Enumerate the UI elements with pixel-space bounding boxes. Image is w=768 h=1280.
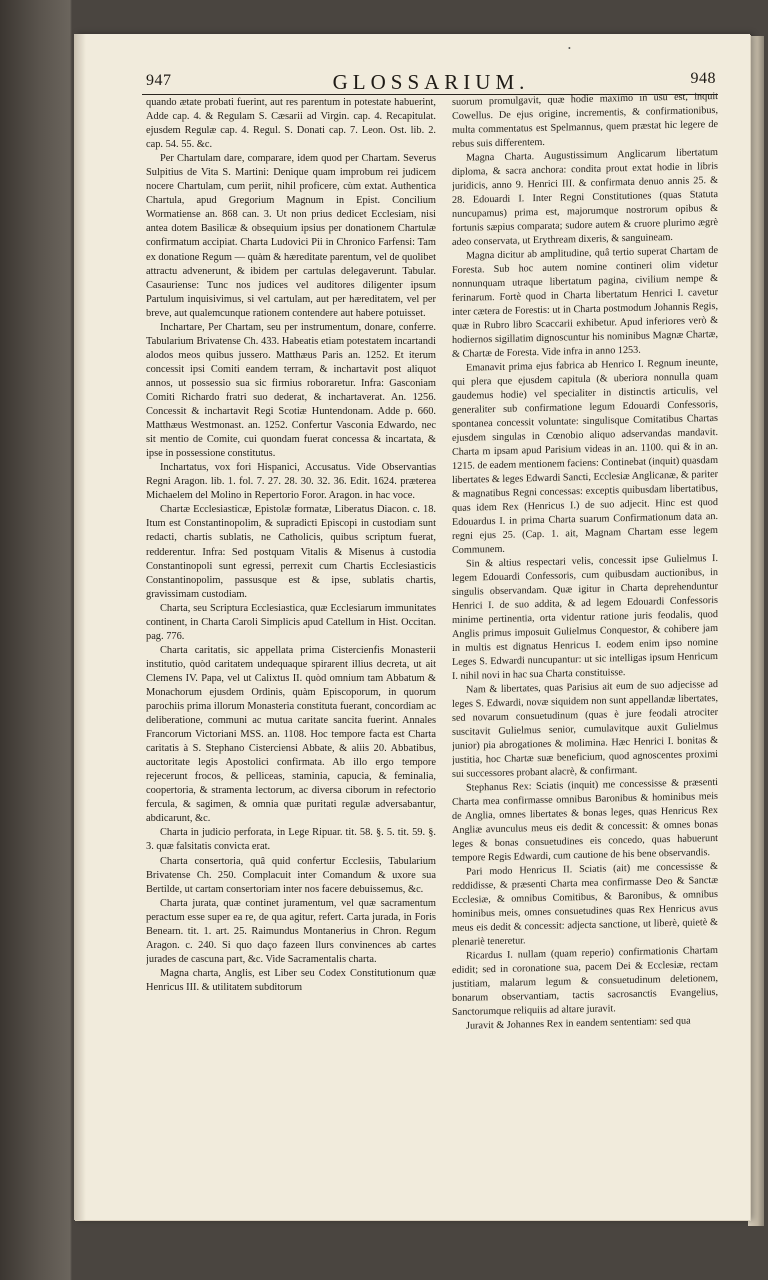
- text-column-right: [452, 90, 718, 1210]
- paragraph: Magna dicitur ab amplitudine, quâ tertio superat Chartam de Foresta. Sub hoc autem nomine contineri olim videtur nonnunquam utraque libertatum pagina, civilium nempe & ferinarum. Fortè quod in Charta libertatum Henrici I. cavetur inter cætera de Forestis: ut in Charta postmodum Johannis Regis, quæ in Rubro libro Scaccarii exhibetur. Apud inferiores verò & hodiernos sigillatim dignoscuntur his nominibus Magnæ Chartæ, & Chartæ de Foresta. Vide infra in anno 1253.: [452, 244, 718, 360]
- paragraph: Pari modo Henricus II. Sciatis (ait) me concessisse & reddidisse, & præsenti Charta mea confirmasse Deo & Sanctæ Ecclesiæ, & omnibus Comitibus, & Baronibus, & omnibus hominibus meis, omnes consuetudines quas Rex Henricus avus meus eis dedit & concessit: adjecta sanctione, ut liberè, quietè & plenariè teneretur.: [452, 860, 718, 948]
- paragraph: quando ætate probati fuerint, aut res parentum in potestate habuerint, Adde cap. 4. & Regulam S. Cæsarii ad Virgin. cap. 4. Recapitulat. ejusdem Regulæ cap. 4. Regul. S. Donati cap. 7. Leon. Ost. lib. 2. cap. 54. 55. &c.: [146, 97, 436, 151]
- paragraph: Emanavit prima ejus fabrica ab Henrico I. Regnum ineunte, qui plera que ejusdem capitula (& uberiora nonnulla quam gaudemus hodie) vel specialiter in distinctis articulis, vel generaliter sub confirmatione legum Edouardi Confessoris, spontanea concessit voluntate: singulisque Comitatibus Chartas ejusdem singulas in Cœnobio aliquo adservandas mandavit. Charta m ipsam apud Parisium videas in an. 1100. qui & in an. 1215. de eadem mentionem faciens: Continebat (inquit) quasdam libertates & leges Edwardi Sancti, Ecclesiæ Anglicanæ, & pariter & magnatibus Regni concessas: exceptis quibusdam libertatibus, quas idem Rex (Henricus I.) de suo adjecit. Hinc est quod Edouardus I. in prima Charta suarum Confirmationum data an. regni ejus 25. (Cap. 1. ait, Magnam Chartam esse legem Communem.: [452, 356, 718, 556]
- paragraph: Magna charta, Anglis, est Liber seu Codex Constitutionum quæ Henricus III. & utilitatem subditorum: [146, 967, 436, 993]
- paragraph: Chartæ Ecclesiasticæ, Epistolæ formatæ, Liberatus Diacon. c. 18. Itum est Constantinopolim, & supradicti Episcopi in custodiam sunt redacti, chartis sublatis, ne Catholicis, quibus scriptum fuerat, redderentur. Infra: Sed postquam Vitalis & Misenus à custodia Constantinopoli sunt egressi, perrexit cum Chartis Ecclesiasticis Constantinopolim, passusque est & ipse, sublatis chartis, gravissimam custodiam.: [146, 504, 436, 600]
- page-number-left: 947: [146, 72, 172, 89]
- spine-shadow: [74, 34, 86, 1220]
- paragraph: suorum promulgavit, quæ hodie maximo in usu est, inquit Cowellus. De ejus origine, incrementis, & confirmationibus, multa commentatus est Spelmannus, quem præstat hic legere de rebus suis differentem.: [452, 90, 718, 150]
- paragraph: Per Chartulam dare, comparare, idem quod per Chartam. Severus Sulpitius de Vita S. Martini: Denique quam improbum rei judicem nocere Chartulam, cum periit, nihil proficere, cùm extat. Authentica Chartula, apud Gregorium Magnum in Epist. Concilium Wormatiense an. 868 can. 3. Ut non prius dedicet Ecclesiam, nisi antea dotem Basilicæ & obsequium ipsius per donationem Chartulæ confirmatum accipiat. Charta Ludovici Pii in Chronico Farfensi: Tam ex donatione Regum — quàm & hæreditate parentum, vel de quolibet attractu advenerunt, & ibidem per cartulas delegaverunt. Tabular. Casauriense: Tunc nos judices vel auditores diligenter ipsum Partulum inquisivimus, si vel cartulam, aut per hæreditatem, vel per breve, aut qualemcunque rationem contendere aut habere potuisset.: [146, 153, 436, 319]
- paragraph: Charta in judicio perforata, in Lege Ripuar. tit. 58. §. 5. tit. 59. §. 3. quæ falsitatis convicta erat.: [146, 827, 436, 853]
- paragraph: Ricardus I. nullam (quam reperio) confirmationis Chartam edidit; sed in coronatione sua, pacem Dei & Ecclesiæ, rectam justitiam, malarum legum & consuetudinum deletionem, bonarum observantiam, tactis sacrosanctis Evangelius, Sanctorumque reliquiis ad altare juravit.: [452, 944, 718, 1018]
- page-number-right: 948: [690, 70, 716, 87]
- paragraph: Charta caritatis, sic appellata prima Cistercienfis Monasterii institutio, quòd caritatem undequaque spirarent illius decreta, ut ait Clemens IV. Papa, vel ut Calixtus II. quòd omnium tam Abbatum & Monachorum ejusdem Ordinis, quàm Episcoporum, in quorum parochiis prima illorum Monasteria constituta fuerant, concordiam ac deliberatione, communi ac mutua caritate sancita fuerint. Annales Francorum Victoriani MSS. an. 1108. Hoc tempore facta est Charta caritatis à S. Stephano Cisterciensi Abbate, & aliis 20. Abbatibus, auctoritate legis Apostolici confirmata. Ab illo ergo tempore rejecerunt frocos, & pelliceas, staminia, capucia, & feminalia, coopertoria, & stramenta lectorum, ac diversa ciborum in refectorio fercula, & sagimen, & omnia quæ puritati regulæ adversabantur, abdicarunt, &c.: [146, 644, 436, 825]
- paragraph: Charta jurata, quæ continet juramentum, vel quæ sacramentum peractum esse super ea re, de qua agitur, refert. Carta jurada, in Foris Benearn. tit. 1. art. 25. Raimundus Montanerius in Chron. Regum Aragon. c. 240. Si quo daço fazeen llurs convinences ab cartes jurades de cascuna part, &c. Vide Sacramentalis charta.: [146, 897, 436, 965]
- page-title: GLOSSARIUM.: [332, 70, 530, 94]
- paragraph: Charta, seu Scriptura Ecclesiastica, quæ Ecclesiarum immunitates continent, in Charta Caroli Simplicis apud Catellum in Hist. Occitan. pag. 776.: [146, 602, 436, 642]
- text-column-left: [146, 96, 436, 1210]
- page-mark: •: [568, 44, 571, 53]
- paragraph: Stephanus Rex: Sciatis (inquit) me concessisse & præsenti Charta mea confirmasse omnibus Baronibus & hominibus meis de Anglia, omnes libertates & bonas leges, quas Henricus Rex Angliæ avunculus meus eis dedit & concessit: & omnes bonas leges & bonas consuetudines eis concedo, quas habuerunt tempore Regis Edwardi, cum cautione de his bene observandis.: [452, 776, 718, 864]
- page-edge: [748, 36, 764, 1226]
- paragraph: Inchartatus, vox fori Hispanici, Accusatus. Vide Observantias Regni Aragon. lib. 1. fol. 7. 27. 28. 30. 32. 36. Edit. 1624. præterea Michaelem del Molino in Repertorio Foror. Aragon. in hac voce.: [146, 462, 436, 502]
- paragraph: Magna Charta. Augustissimum Anglicarum libertatum diploma, & sacra anchora: condita prout extat hodie in libris juridicis, anno 9. Henrici III. & confirmata denuo annis 25. & 28. Edouardi I. Inter Regni Constitutiones (quas Statuta nuncupamus) prima est, majorumque nostrorum opibus & fortunis sæpius comparata; sudore autem & cruore plurimo ægrè adeo conservata, ut Erythream dixeris, & sanguineam.: [452, 146, 718, 248]
- paragraph: Inchartare, Per Chartam, seu per instrumentum, donare, conferre. Tabularium Brivatense Ch. 433. Habeatis etiam potestatem incartandi alodos meos quibus jussero. Matthæus Paris an. 1252. Et iterum concessit ipsi Comiti eandem terram, & inchartavit post aliquot annos, ut possessio sua sic firmius roboraretur. Infra: Gasconiam Comiti Richardo fratri suo dederat, & inchartaverat. An. 1256. Concessit & inchartavit Regi Scotiæ Huntendonam. Adde p. 660. Matthæus Westmonast. an. 1252. Confertur Vasconia Edwardo, nec sit mentio de Comite, cui quondam fuerat concessa & incartata, & ipse in possessione constitutus.: [146, 321, 436, 460]
- paragraph: Charta consertoria, quâ quid confertur Ecclesiis, Tabularium Brivatense Ch. 250. Complacuit inter Comandum & uxore sua Bertilde, ut cartam consertoriam inter nos facere debuissemus, &c.: [146, 855, 436, 895]
- paragraph: Nam & libertates, quas Parisius ait eum de suo adjecisse ad leges S. Edwardi, novæ siquidem non sunt appellandæ libertates, sed novarum consuetudinum (quas è jure feodali atrociter suscitavit Gulielmus senior, cumulavitque auxit Gulielmus junior) pia abrogationes & molimina. Hæc Henrici I. bonitas & justitia, hoc Chartæ suæ beneficium, quod agnoscentes proximi sui successores probant alacrè, & confirmant.: [452, 678, 718, 780]
- paragraph: Juravit & Johannes Rex in eandem sententiam: sed qua: [466, 1015, 691, 1032]
- paragraph: Sin & altius respectari velis, concessit ipse Gulielmus I. legem Edouardi Confessoris, cum quibusdam auctionibus, in singulis observandam. Quæ igitur in Charta deprehenduntur Henrici I. de suo addita, & ad legem Edouardi Confessoris minime pertinentia, orta videntur ratione juris feodalis, quod Anglis primus imposuit Gulielmus Conquestor, & cohibere jam in multis est dignatus Henricus I. eodem enim ipso nomine Leges S. Edwardi nuncupantur: ut sic intelligas ipsum Henricum I. nihil novi in hac sua Charta constituisse.: [452, 552, 718, 682]
